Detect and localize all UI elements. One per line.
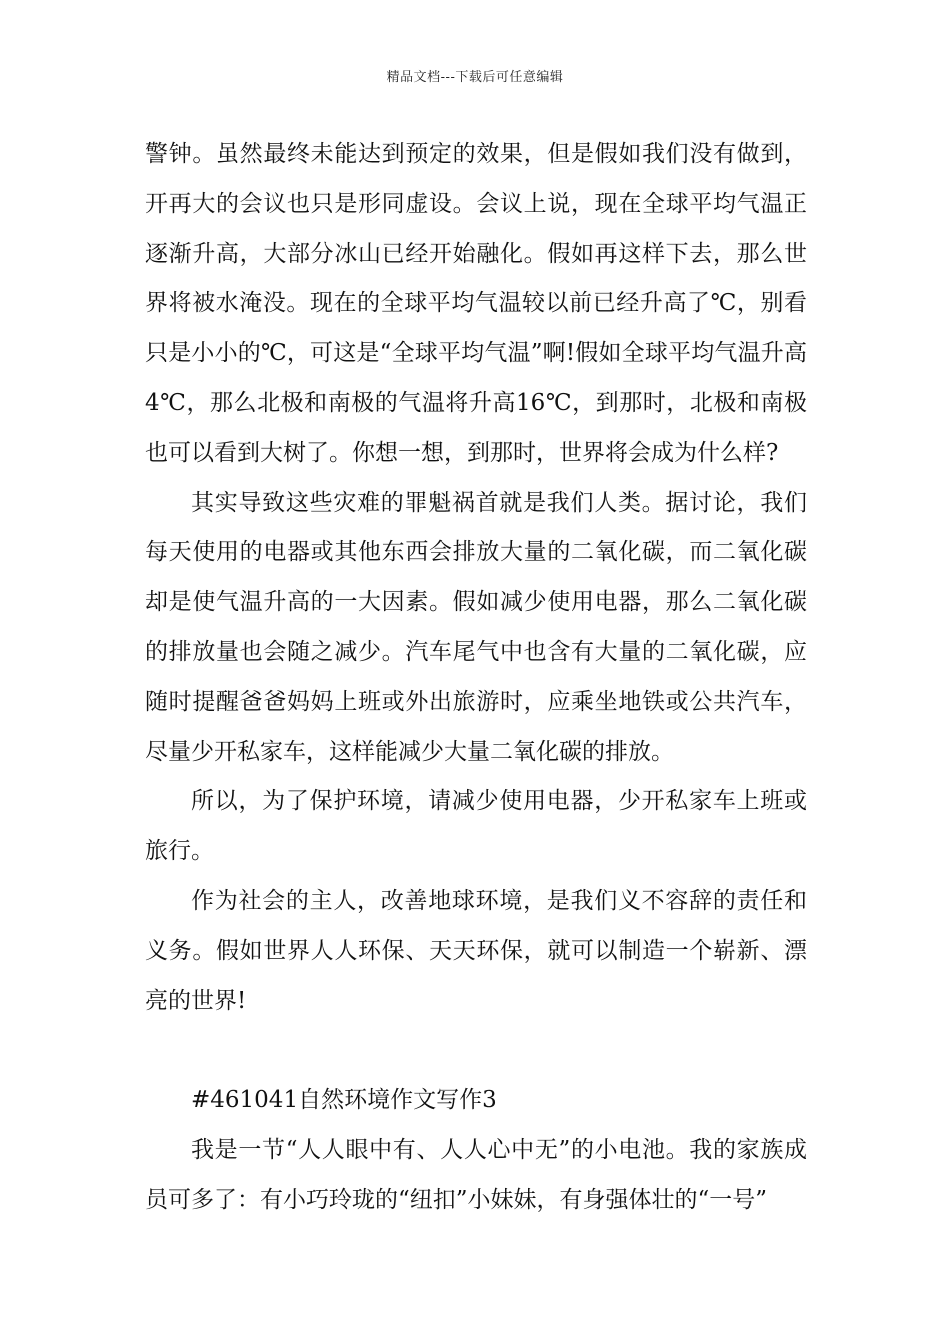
document-body xyxy=(145,130,807,1226)
paragraph: 作为社会的主人，改善地球环境，是我们义不容辞的责任和义务。假如世界人人环保、天天环保，就可以制造一个崭新、漂亮的世界! xyxy=(145,887,807,1014)
paragraph: 警钟。虽然最终未能达到预定的效果，但是假如我们没有做到，开再大的会议也只是形同虚设。会议上说，现在全球平均气温正逐渐升高，大部分冰山已经开始融化。假如再这样下去，那么世界将被水淹没。现在的全球平均气温较以前已经升高了℃，别看只是小小的℃，可这是“全球平均气温”啊!假如全球平均气温升高4℃，那么北极和南极的气温将升高16℃，到那时，北极和南极也可以看到大树了。你想一想，到那时，世界将会成为什么样? xyxy=(145,141,807,466)
paragraph: 所以，为了保护环境，请减少使用电器，少开私家车上班或旅行。 xyxy=(145,788,807,865)
paragraph: 我是一节“人人眼中有、人人心中无”的小电池。我的家族成员可多了：有小巧玲珑的“纽扣”小妹妹，有身强体壮的“一号” xyxy=(145,1137,807,1213)
paragraph: 其实导致这些灾难的罪魁祸首就是我们人类。据讨论，我们每天使用的电器或其他东西会排放大量的二氧化碳，而二氧化碳却是使气温升高的一大因素。假如减少使用电器，那么二氧化碳的排放量也会随之减少。汽车尾气中也含有大量的二氧化碳，应随时提醒爸爸妈妈上班或外出旅游时，应乘坐地铁或公共汽车，尽量少开私家车，这样能减少大量二氧化碳的排放。 xyxy=(145,489,807,765)
section-heading: #461041自然环境作文写作3 xyxy=(191,1087,497,1114)
page-header: 精品文档---下载后可任意编辑 xyxy=(386,70,564,85)
